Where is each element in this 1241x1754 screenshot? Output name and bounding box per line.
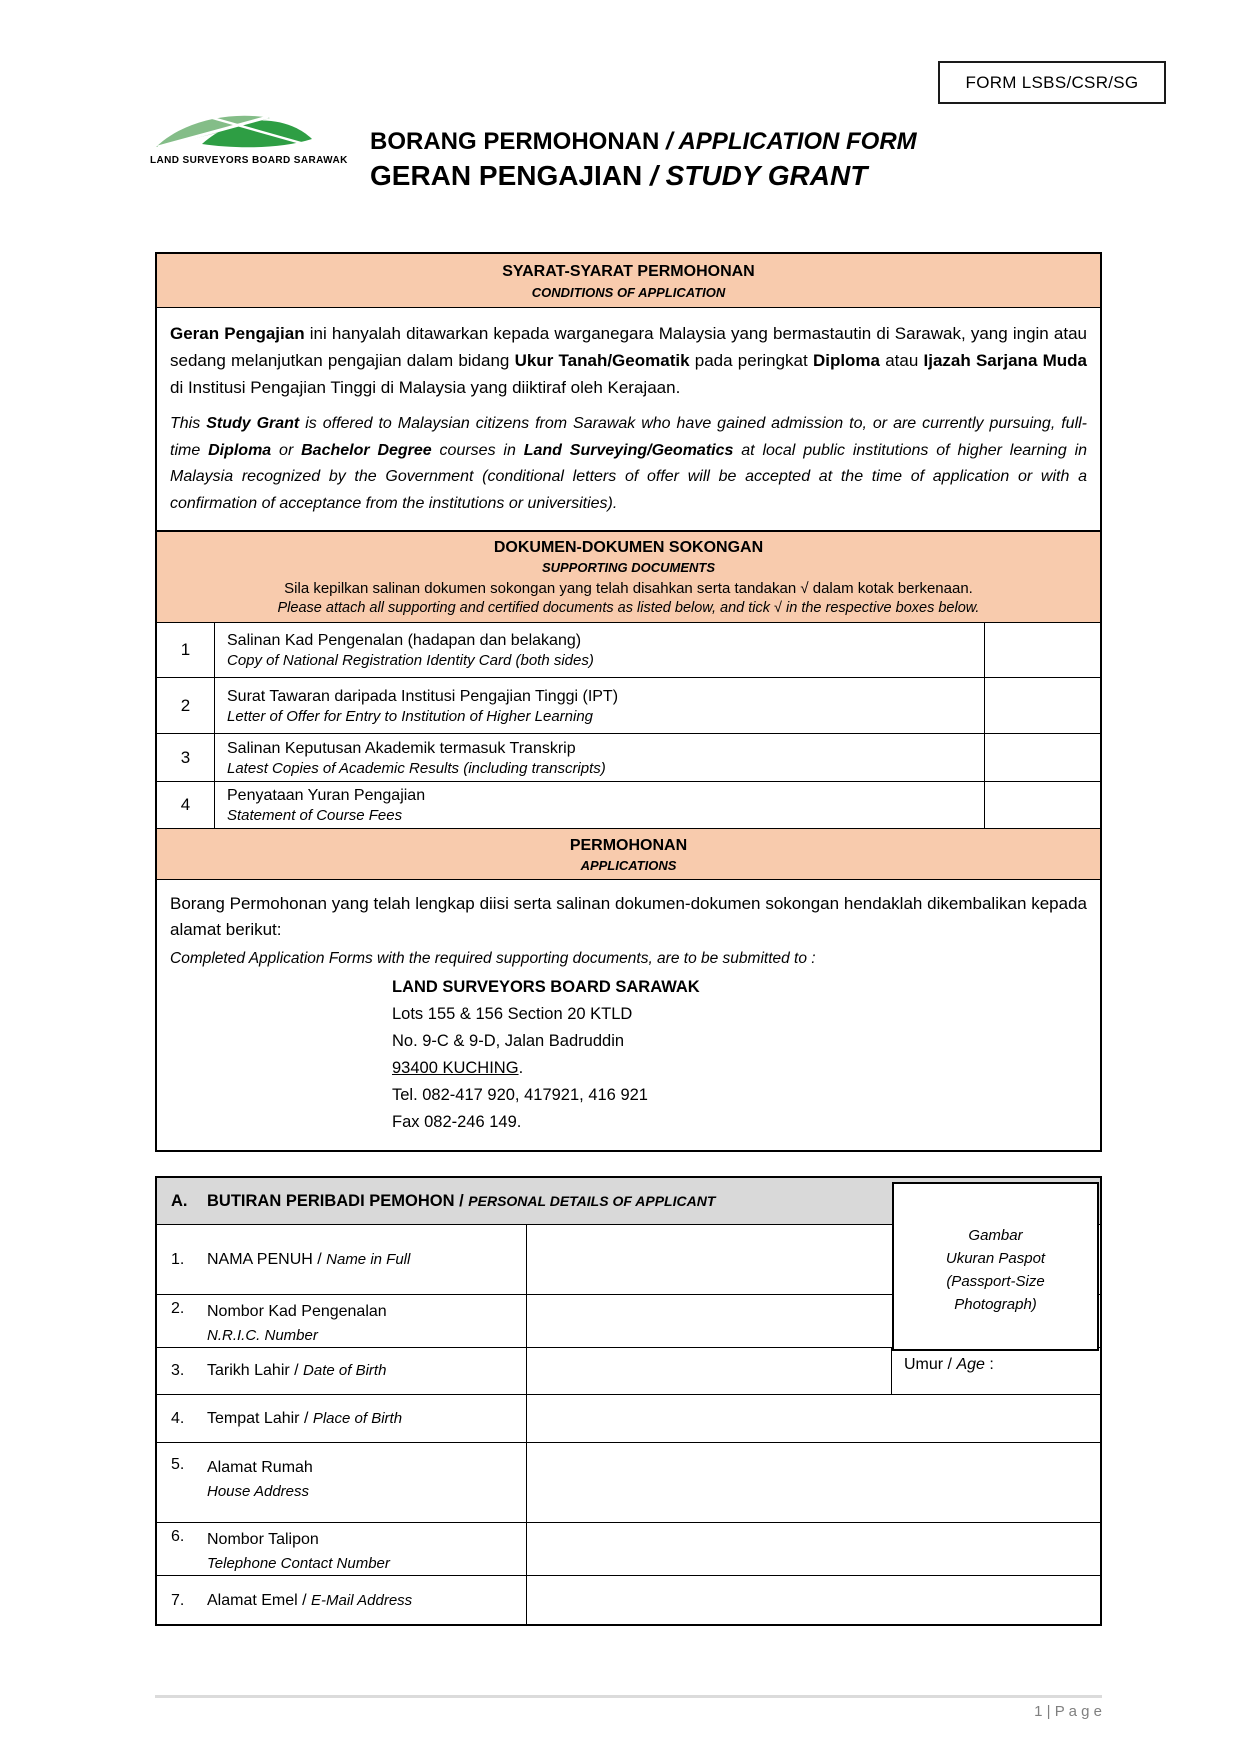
field-label: 1. NAMA PENUH / Name in Full <box>157 1225 527 1294</box>
document-number: 2 <box>157 678 215 733</box>
document-number: 3 <box>157 734 215 781</box>
form-code-box <box>938 61 1166 104</box>
field-row-telephone <box>157 1523 1100 1576</box>
title1-english: APPLICATION FORM <box>678 128 917 155</box>
applications-paragraph-english: Completed Application Forms with the required supporting documents, are to be submitted to : <box>170 950 816 967</box>
photo-box-line: Gambar <box>968 1226 1023 1244</box>
title2-malay: GERAN PENGAJIAN <box>370 160 643 191</box>
document-row-2 <box>157 678 1100 734</box>
field-label: 6. Nombor Talipon Telephone Contact Number <box>157 1523 527 1575</box>
documents-note-malay: Sila kepilkan salinan dokumen sokongan yang telah disahkan serta tandakan √ dalam kotak berkenaan. <box>284 580 973 597</box>
conditions-paragraph-malay: Geran Pengajian ini hanyalah ditawarkan kepada warganegara Malaysia yang bermastautin di Sarawak, yang ingin atau sedang melanjutkan pengajian dalam bidang Ukur Tanah/Geomatik pada peringkat Diploma atau Ijazah Sarjana Muda di Institusi Pengajian Tinggi di Malaysia yang diiktiraf oleh Kerajaan. <box>170 324 1087 397</box>
address-fax: Fax 082-246 149. <box>392 1113 522 1131</box>
document-description: Salinan Keputusan Akademik termasuk Transkrip Latest Copies of Academic Results (including transcripts) <box>227 739 606 777</box>
address-line: 93400 KUCHING. <box>392 1059 524 1077</box>
telephone-input-cell[interactable] <box>527 1523 1100 1575</box>
field-label: 5. Alamat Rumah House Address <box>157 1443 527 1522</box>
form-title-line1 <box>370 128 917 156</box>
house-address-input-cell[interactable] <box>527 1443 1100 1522</box>
address-line: No. 9-C & 9-D, Jalan Badruddin <box>392 1032 625 1050</box>
field-row-pob <box>157 1395 1100 1443</box>
address-org-name: LAND SURVEYORS BOARD SARAWAK <box>392 978 700 996</box>
conditions-header <box>157 254 1100 308</box>
address-telephone: Tel. 082-417 920, 417921, 416 921 <box>392 1086 648 1104</box>
passport-photo-box[interactable] <box>892 1182 1099 1351</box>
document-description: Salinan Kad Pengenalan (hadapan dan belakang) Copy of National Registration Identity Card (both sides) <box>227 632 594 669</box>
conditions-section <box>155 252 1102 534</box>
email-input-cell[interactable] <box>527 1576 1100 1626</box>
age-label-malay: Umur <box>904 1356 944 1373</box>
conditions-body <box>157 308 1100 529</box>
footer-divider <box>155 1695 1102 1698</box>
applications-heading-malay: PERMOHONAN <box>569 837 688 854</box>
applications-paragraph-malay: Borang Permohonan yang telah lengkap diisi serta salinan dokumen-dokumen sokongan hendaklah dikembalikan kepada alamat berikut: <box>170 894 1087 939</box>
field-label: 3. Tarikh Lahir / Date of Birth <box>157 1348 527 1394</box>
document-tick-box-3[interactable] <box>984 734 1100 781</box>
document-number: 1 <box>157 623 215 677</box>
form-title-line2 <box>370 160 867 192</box>
field-label: 7. Alamat Emel / E-Mail Address <box>157 1576 527 1626</box>
photo-box-line: Photograph) <box>954 1295 1037 1313</box>
documents-heading-malay: DOKUMEN-DOKUMEN SOKONGAN <box>493 539 764 556</box>
personal-details-header: A. BUTIRAN PERIBADI PEMOHON / PERSONAL DETAILS OF APPLICANT <box>157 1178 1100 1225</box>
title1-separator: / <box>659 128 679 155</box>
submission-address <box>392 974 1087 1136</box>
documents-heading-english: SUPPORTING DOCUMENTS <box>541 560 716 575</box>
age-input-cell[interactable]: Umur / Age : <box>904 1356 994 1373</box>
photo-box-line: (Passport-Size <box>946 1272 1045 1290</box>
age-label-english: Age <box>956 1356 985 1373</box>
field-row-house-address <box>157 1443 1100 1523</box>
document-number: 4 <box>157 782 215 828</box>
applications-body <box>157 880 1100 1147</box>
conditions-heading-english: CONDITIONS OF APPLICATION <box>531 285 726 300</box>
applications-heading-english: APPLICATIONS <box>580 858 677 873</box>
org-logo <box>150 106 348 170</box>
document-row-4 <box>157 782 1100 829</box>
title2-separator: / <box>642 160 666 191</box>
field-label: 4. Tempat Lahir / Place of Birth <box>157 1395 527 1442</box>
address-line: Lots 155 & 156 Section 20 KTLD <box>392 1005 633 1023</box>
field-row-email <box>157 1576 1100 1626</box>
document-tick-box-1[interactable] <box>984 623 1100 677</box>
personal-heading-english: PERSONAL DETAILS OF APPLICANT <box>468 1192 716 1209</box>
document-row-3 <box>157 734 1100 782</box>
documents-header <box>157 532 1100 623</box>
logo-hills-icon <box>150 106 316 154</box>
documents-note-english: Please attach all supporting and certified documents as listed below, and tick √ in the respective boxes below. <box>277 600 980 616</box>
form-code-label: FORM LSBS/CSR/SG <box>965 72 1139 92</box>
supporting-documents-section <box>155 530 1102 1152</box>
document-description: Penyataan Yuran Pengajian Statement of Course Fees <box>227 787 426 824</box>
document-row-1 <box>157 623 1100 678</box>
title1-malay: BORANG PERMOHONAN <box>370 128 660 155</box>
document-description: Surat Tawaran daripada Institusi Pengajian Tinggi (IPT) Letter of Offer for Entry to Institution of Higher Learning <box>227 687 619 725</box>
personal-heading-malay: BUTIRAN PERIBADI PEMOHON <box>207 1191 455 1210</box>
logo-caption: LAND SURVEYORS BOARD SARAWAK <box>150 155 348 166</box>
conditions-heading-malay: SYARAT-SYARAT PERMOHONAN <box>502 263 755 280</box>
field-row-dob <box>157 1348 1100 1395</box>
pob-input-cell[interactable] <box>527 1395 1100 1442</box>
photo-box-line: Ukuran Paspot <box>945 1249 1046 1267</box>
document-tick-box-4[interactable] <box>984 782 1100 828</box>
title2-english: STUDY GRANT <box>665 160 868 191</box>
dob-input-cell[interactable] <box>527 1348 892 1394</box>
applications-header <box>157 829 1100 880</box>
page-number: 1 | P a g e <box>1034 1703 1102 1720</box>
conditions-paragraph-english: This Study Grant is offered to Malaysian citizens from Sarawak who have gained admission to, or are currently pursuing, full-time Diploma or Bachelor Degree courses in Land Surveying/Geomatics at local public institutions of higher learning in Malaysia recognized by the Government (conditional letters of offer will be accepted at the time of application or with a confirmation of acceptance from the institutions or universities). <box>170 415 1088 512</box>
field-label: 2. Nombor Kad Pengenalan N.R.I.C. Number <box>157 1295 527 1347</box>
document-tick-box-2[interactable] <box>984 678 1100 733</box>
section-letter: A. <box>171 1191 188 1210</box>
